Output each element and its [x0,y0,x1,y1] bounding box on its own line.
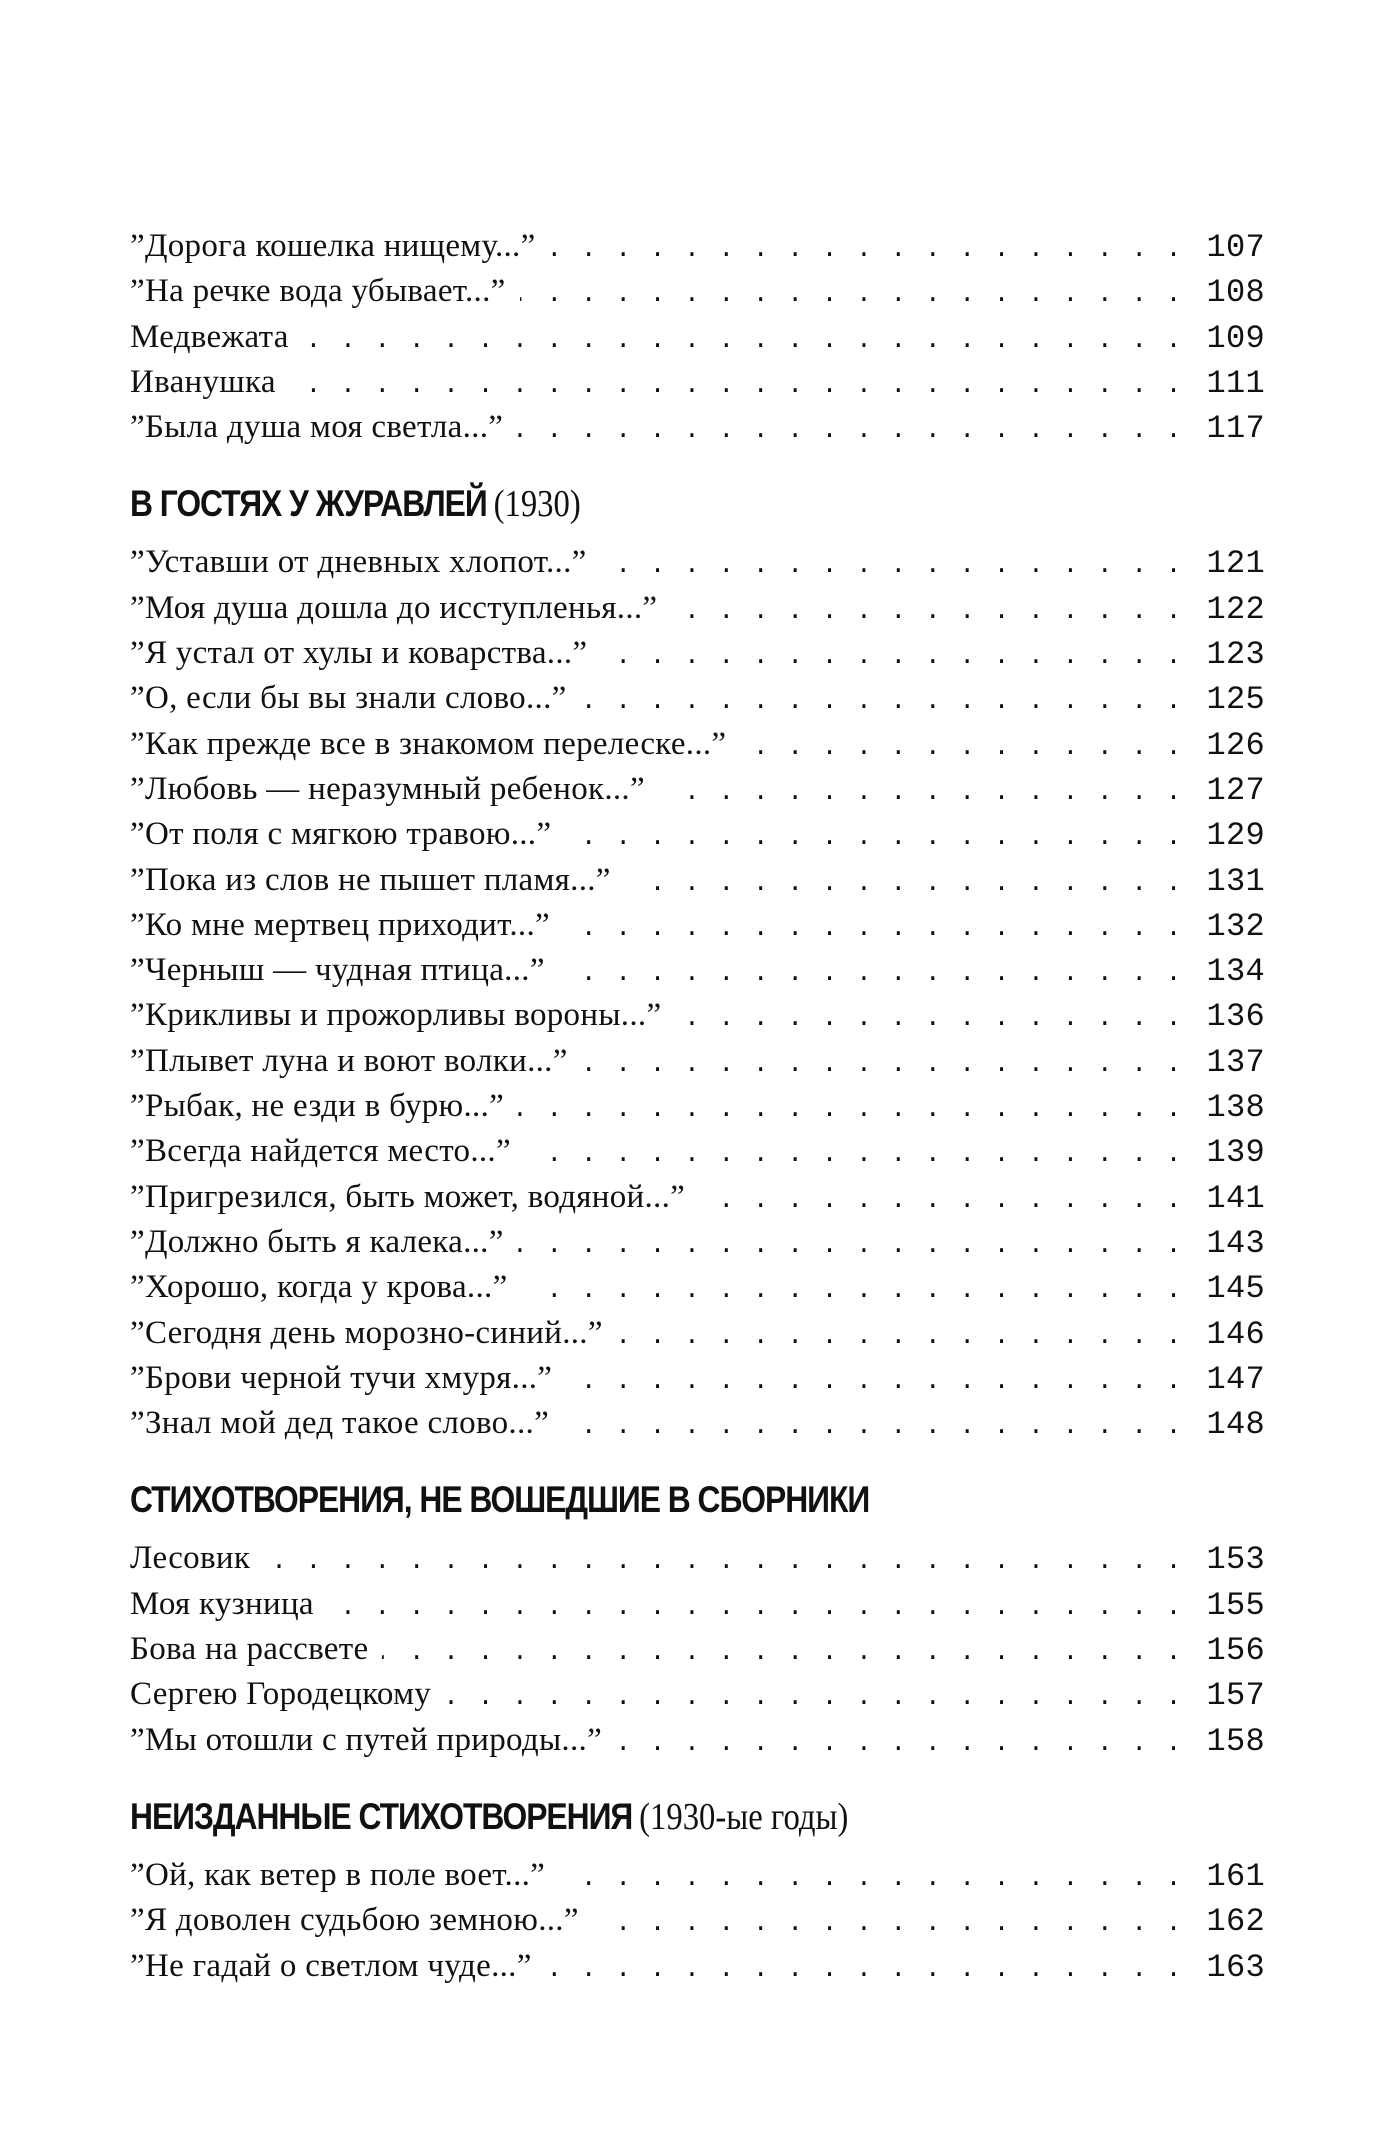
toc-entry [130,586,1265,631]
entry-title: Сергею Городецкому [130,1676,432,1713]
entry-title: ”Я устал от хулы и коварства...” [130,635,588,672]
section-heading [130,1472,1106,1528]
dot-leader [517,408,1183,453]
toc-entry [130,1672,1265,1717]
toc-entry [130,405,1265,450]
entry-title: Иванушка [130,363,276,400]
entry-title: ”Любовь — неразумный ребенок...” [130,770,645,807]
dot-leader [382,1630,1183,1675]
entry-title: ”Мы отошли с путей природы...” [130,1721,603,1758]
section-title: В ГОСТЯХ У ЖУРАВЛЕЙ [130,483,487,525]
toc-entry [130,1718,1265,1763]
entry-title: ”Я доволен судьбою земною...” [130,1902,579,1939]
entry-page-number: 147 [1206,1360,1265,1398]
dot-leader [518,1087,1183,1132]
toc-entry [130,540,1265,585]
entry-page-number: 157 [1206,1677,1265,1715]
toc-entry [130,1129,1265,1174]
entry-title: ”Всегда найдется место...” [130,1133,511,1170]
dot-leader [617,1314,1183,1359]
entry-page-number: 125 [1206,681,1265,719]
entry-page-number: 162 [1206,1903,1265,1941]
toc-entry [130,1627,1265,1672]
section-title: СТИХОТВОРЕНИЯ, НЕ ВОШЕДШИЕ В СБОРНИКИ [130,1479,870,1521]
toc-entry [130,1401,1265,1446]
dot-leader [559,951,1183,996]
toc-entry [130,360,1265,405]
dot-leader [328,1585,1183,1630]
table-of-contents-page [130,224,1265,1989]
toc-entry [130,1220,1265,1265]
dot-leader [445,1675,1183,1720]
dot-leader [616,1721,1183,1766]
entry-page-number: 155 [1206,1586,1265,1624]
entry-title: Лесовик [130,1540,251,1577]
entry-title: ”Ко мне мертвец приходит...” [130,906,550,943]
entry-page-number: 129 [1206,817,1265,855]
entry-page-number: 158 [1206,1722,1265,1760]
dot-leader [740,725,1183,770]
toc-section [130,476,1265,1446]
dot-leader [563,1404,1183,1449]
entry-title: ”Знал мой дед такое слово...” [130,1405,550,1442]
toc-entry [130,1944,1265,1989]
dot-leader [565,815,1183,860]
toc-entry [130,1311,1265,1356]
entry-page-number: 156 [1206,1632,1265,1670]
entry-page-number: 127 [1206,771,1265,809]
entry-title: ”Как прежде все в знакомом перелеске...” [130,725,727,762]
toc-section [130,1789,1265,1989]
entry-page-number: 131 [1206,862,1265,900]
entry-page-number: 146 [1206,1315,1265,1353]
dot-leader [671,589,1183,634]
toc-section [130,1472,1265,1762]
entry-page-number: 134 [1206,953,1265,991]
entry-title: Моя кузница [130,1585,314,1622]
entry-title: ”Уставши от дневных хлопот...” [130,544,587,581]
entry-title: ”Плывет луна и воют волки...” [130,1042,568,1079]
dot-leader [601,543,1183,588]
toc-entry [130,1536,1265,1581]
entry-page-number: 122 [1206,590,1265,628]
entry-page-number: 121 [1206,545,1265,583]
dot-leader [581,679,1183,724]
entry-page-number: 109 [1206,319,1265,357]
entry-page-number: 123 [1206,636,1265,674]
toc-entry [130,903,1265,948]
entry-page-number: 117 [1206,410,1265,448]
toc-entry [130,1853,1265,1898]
entry-page-number: 141 [1206,1179,1265,1217]
section-heading [130,476,1106,532]
dot-leader [566,1359,1183,1404]
toc-entry [130,858,1265,903]
dot-leader [593,1901,1183,1946]
toc-entry [130,767,1265,812]
toc-entry [130,224,1265,269]
toc-entry [130,315,1265,360]
toc-entry [130,676,1265,721]
dot-leader [699,1178,1183,1223]
dot-leader [601,634,1183,679]
entry-page-number: 126 [1206,726,1265,764]
toc-entry [130,1356,1265,1401]
entry-title: ”Была душа моя светла...” [130,409,504,446]
entry-page-number: 107 [1206,229,1265,266]
entry-page-number: 163 [1206,1948,1265,1986]
table-of-contents [130,224,1265,1989]
entry-title: ”От поля с мягкою травою...” [130,816,552,853]
entry-page-number: 139 [1206,1134,1265,1172]
dot-leader [550,227,1183,272]
entry-page-number: 145 [1206,1270,1265,1308]
entry-title: ”Брови черной тучи хмуря...” [130,1359,553,1396]
toc-entry [130,948,1265,993]
entry-title: ”Должно быть я калека...” [130,1223,504,1260]
entry-title: ”Черныш — чудная птица...” [130,952,545,989]
toc-entry [130,269,1265,314]
entry-title: ”Пригрезился, быть может, водяной...” [130,1178,686,1215]
entry-page-number: 111 [1206,364,1265,402]
section-year: (1930-ые годы) [639,1795,849,1838]
entry-page-number: 143 [1206,1224,1265,1262]
toc-entry-list [130,224,1265,450]
dot-leader [546,1947,1183,1992]
toc-entry [130,1084,1265,1129]
toc-section [130,224,1265,450]
toc-entry [130,1039,1265,1084]
dot-leader [564,906,1183,951]
dot-leader [659,770,1183,815]
entry-page-number: 148 [1206,1406,1265,1444]
entry-title: ”На речке вода убывает...” [130,273,506,310]
entry-title: ”Моя душа дошла до исступленья...” [130,589,658,626]
section-year: (1930) [493,483,581,526]
toc-entry-list [130,1853,1265,1989]
entry-page-number: 138 [1206,1089,1265,1127]
entry-title: ”Крикливы и прожорливы вороны...” [130,997,662,1034]
dot-leader [290,363,1183,408]
entry-title: ”Сегодня день морозно-синий...” [130,1314,603,1351]
entry-title: ”Рыбак, не езди в бурю...” [130,1088,505,1125]
entry-page-number: 136 [1206,998,1265,1036]
entry-title: Медвежата [130,318,289,355]
entry-page-number: 108 [1206,274,1265,312]
toc-entry-list [130,1536,1265,1762]
entry-page-number: 132 [1206,907,1265,945]
toc-entry [130,722,1265,767]
entry-page-number: 161 [1206,1857,1265,1895]
toc-entry [130,1582,1265,1627]
toc-entry [130,1265,1265,1310]
section-heading [130,1789,1106,1845]
dot-leader [522,1268,1183,1313]
toc-entry [130,812,1265,857]
dot-leader [559,1856,1183,1901]
entry-title: Бова на рассвете [130,1631,369,1668]
dot-leader [675,996,1183,1041]
dot-leader [520,272,1183,317]
entry-title: ”Не гадай о светлом чуде...” [130,1947,532,1984]
entry-title: ”Ой, как ветер в поле воет...” [130,1856,546,1893]
dot-leader [264,1539,1183,1584]
entry-title: ”Хорошо, когда у крова...” [130,1269,508,1306]
toc-entry [130,1898,1265,1943]
entry-page-number: 137 [1206,1043,1265,1081]
entry-title: ”Дорога кошелка нищему...” [130,228,536,264]
entry-title: ”О, если бы вы знали слово...” [130,680,567,717]
entry-title: ”Пока из слов не пышет пламя...” [130,861,611,898]
toc-entry [130,631,1265,676]
toc-entry-list [130,540,1265,1446]
dot-leader [625,861,1183,906]
section-title: НЕИЗДАННЫЕ СТИХОТВОРЕНИЯ [130,1795,633,1837]
dot-leader [518,1223,1183,1268]
toc-entry [130,993,1265,1038]
dot-leader [582,1042,1183,1087]
dot-leader [303,318,1183,363]
entry-page-number: 153 [1206,1541,1265,1579]
toc-entry [130,1175,1265,1220]
dot-leader [525,1132,1183,1177]
